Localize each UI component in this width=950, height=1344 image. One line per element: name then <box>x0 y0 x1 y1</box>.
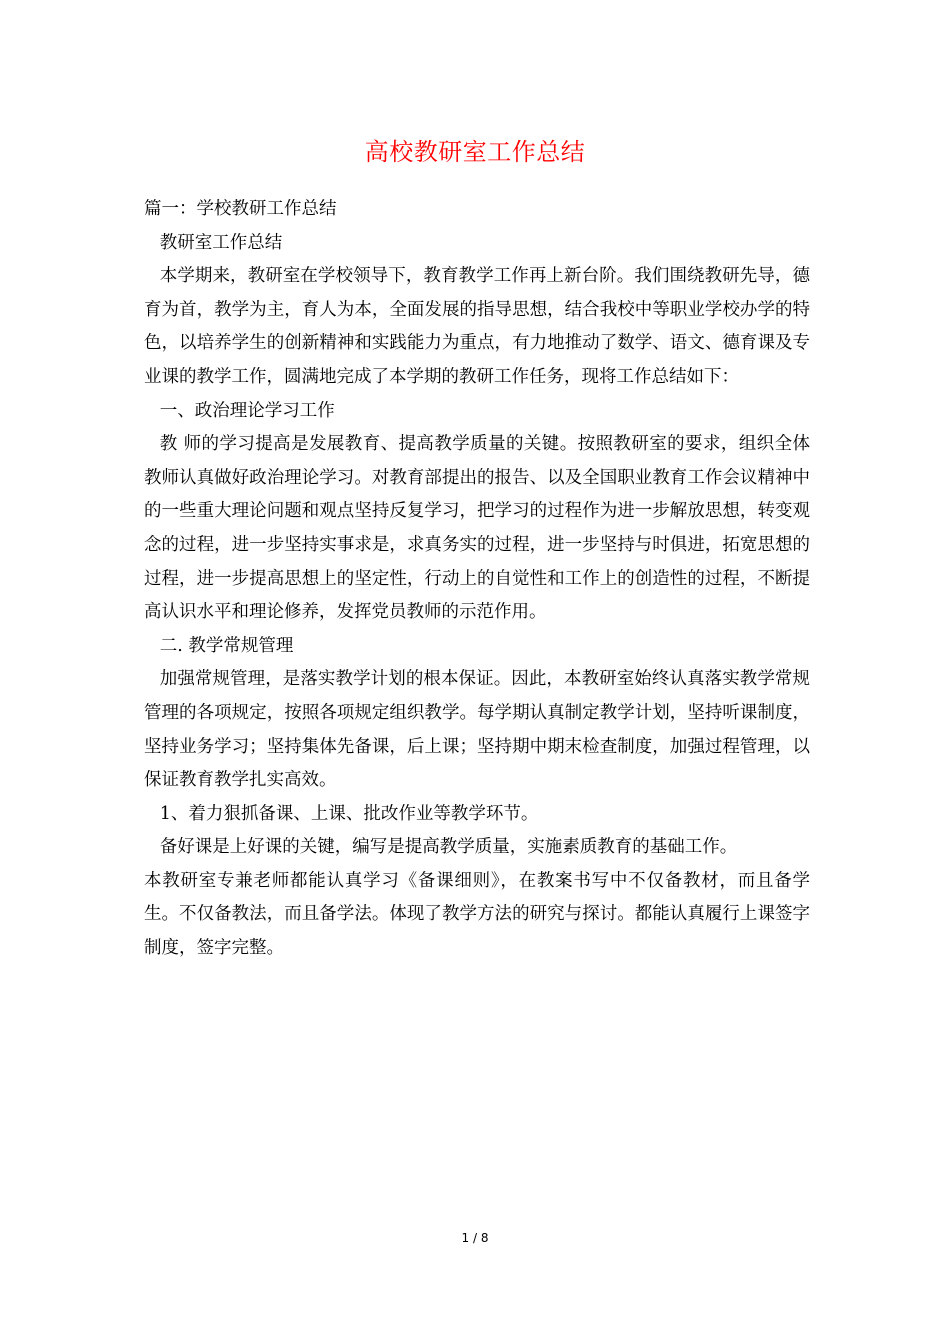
paragraph: 本教研室专兼老师都能认真学习《备课细则》，在教案书写中不仅备教材，而且备学生。不仅备教法，而且备学法。体现了教学方法的研究与探讨。都能认真履行上课签字制度，签字完整。 <box>144 870 810 959</box>
paragraph: 备好课是上好课的关键，编写是提高教学质量，实施素质教育的基础工作。 <box>159 837 738 858</box>
paragraph: 本学期来，教研室在学校领导下，教育教学工作再上新台阶。我们围绕教研先导，德育为首，教学为主，育人为本，全面发展的指导思想，结合我校中等职业学校办学的特色，以培养学生的创新精神和实践能力为重点，有力地推动了数学、语文、德育课及专业课的教学工作，圆满地完成了本学期的教研工作任务，现将工作总结如下： <box>144 266 810 387</box>
document-title: 高校教研室工作总结 <box>364 138 586 166</box>
section-heading: 篇一：学校教研工作总结 <box>144 199 337 219</box>
paragraph: 教 师的学习提高是发展教育、提高教学质量的关键。按照教研室的要求，组织全体教师认真做好政治理论学习。对教育部提出的报告、以及全国职业教育工作会议精神中的一些重大理论问题和观点坚持反复学习，把学习的过程作为进一步解放思想，转变观念的过程，进一步坚持实事求是，求真务实的过程，进一步坚持与时俱进，拓宽思想的过程，进一步提高思想上的坚定性，行动上的自觉性和工作上的创造性的过程，不断提高认识水平和理论修养，发挥党员教师的示范作用。 <box>144 434 810 623</box>
paragraph: 加强常规管理，是落实教学计划的根本保证。因此，本教研室始终认真落实教学常规管理的各项规定，按照各项规定组织教学。每学期认真制定教学计划，坚持听课制度，坚持业务学习；坚持集体先备课，后上课；坚持期中期末检查制度，加强过程管理，以保证教育教学扎实高效。 <box>144 669 810 791</box>
section-heading: 一、政治理论学习工作 <box>159 400 335 421</box>
page-number: 1 / 8 <box>461 1231 489 1245</box>
section-heading: 二. 教学常规管理 <box>159 635 294 656</box>
document-body <box>144 193 810 966</box>
subheading: 1、着力狠抓备课、上课、批改作业等教学环节。 <box>159 803 539 824</box>
subheading: 教研室工作总结 <box>159 232 283 253</box>
